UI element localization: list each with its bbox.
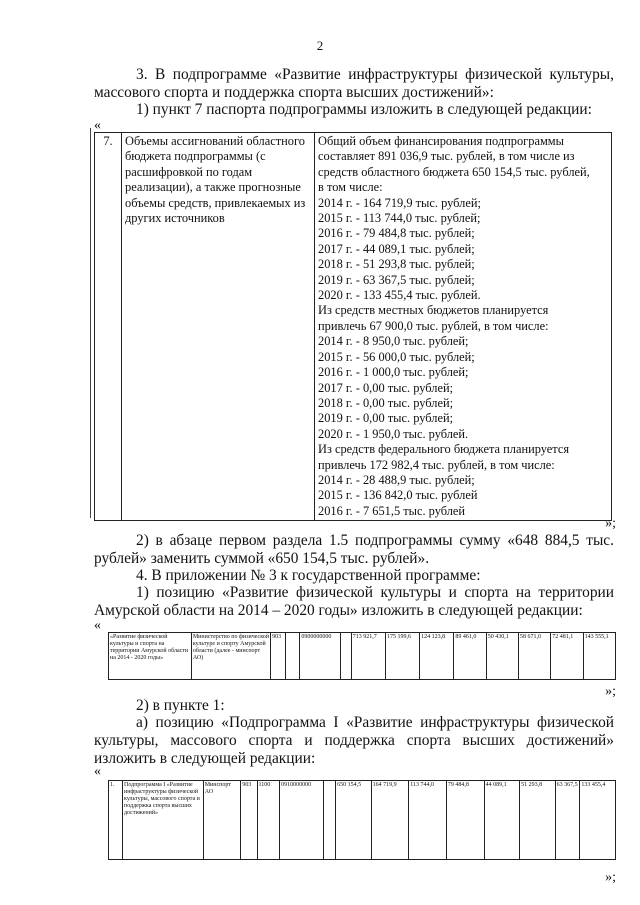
table-cell: 175 199,6 (385, 633, 419, 680)
program-position-table (108, 632, 616, 680)
item-label: Объемы ассигнований областного бюджета подпрограммы (с расшифровкой по годам реализации), а также прогнозные объемы средств, привлекаемых из других источников (122, 133, 315, 521)
table-cell: 0910000000 (280, 781, 324, 860)
table-cell: Министерство по физической культуре и спорту Амурской области (далее - минспорт АО) (191, 633, 270, 680)
paragraph-4-1: 1) позицию «Развитие физической культуры и спорта на территории Амурской области на 2014 – 2020 годы» изложить в следующей редакции: (94, 584, 614, 619)
table-cell: 903 (271, 633, 286, 680)
margin-rule (90, 128, 91, 518)
table-cell: 903 (241, 781, 257, 860)
funding-line: 2014 г. - 8 950,0 тыс. рублей; (318, 334, 469, 349)
funding-line: 2017 г. - 0,00 тыс. рублей; (318, 380, 454, 395)
funding-line: 2018 г. - 0,00 тыс. рублей; (318, 395, 454, 410)
open-quote-3: « (94, 764, 101, 779)
paragraph-4: 4. В приложении № 3 к государственной программе: (136, 567, 481, 584)
table-cell: 51 293,8 (520, 781, 556, 860)
funding-line: 2016 г. - 7 651,5 тыс. рублей (318, 503, 466, 518)
paragraph-3-1: 1) пункт 7 паспорта подпрограммы изложить в следующей редакции: (136, 101, 592, 118)
table-cell: 50 430,1 (486, 633, 518, 680)
close-quote-2: »; (605, 684, 616, 699)
table-cell: 113 744,0 (409, 781, 447, 860)
open-quote-1: « (94, 118, 101, 133)
paragraph-2-1-5: 2) в абзаце первом раздела 1.5 подпрограммы сумму «648 884,5 тыс. рублей» заменить суммой «650 154,5 тыс. рублей». (94, 532, 614, 567)
item-number: 7. (95, 133, 122, 521)
table-cell: Подпрограмма I «Развитие инфраструктуры физической культуры, массового спорта и поддержка спорта высших достижений» (122, 781, 203, 860)
page-number: 2 (316, 38, 324, 53)
open-quote-2: « (94, 618, 101, 633)
table-cell: 72 481,1 (551, 633, 583, 680)
table-cell: 124 123,8 (420, 633, 454, 680)
funding-line: 2019 г. - 0,00 тыс. рублей; (318, 411, 454, 426)
table-cell: 650 154,5 (336, 781, 372, 860)
funding-line: 2015 г. - 56 000,0 тыс. рублей; (318, 349, 475, 364)
table-cell (341, 633, 352, 680)
table-cell: 63 367,5 (555, 781, 580, 860)
passport-table (94, 132, 612, 521)
table-cell: 0900000000 (300, 633, 341, 680)
funding-line: 2018 г. - 51 293,8 тыс. рублей; (318, 257, 475, 272)
funding-line: 2019 г. - 63 367,5 тыс. рублей; (318, 272, 475, 287)
funding-line: 2014 г. - 164 719,9 тыс. рублей; (318, 195, 481, 210)
table-cell: 44 089,1 (484, 781, 520, 860)
funding-line: Из средств местных бюджетов планируется (318, 303, 549, 318)
funding-line: 2016 г. - 79 484,8 тыс. рублей; (318, 226, 475, 241)
funding-line: средств областного бюджета 650 154,5 тыс. рублей, (318, 164, 590, 179)
funding-details (315, 133, 612, 521)
table-cell: 1. (109, 781, 123, 860)
close-quote-1: »; (605, 516, 616, 531)
table-cell: 58 671,0 (518, 633, 550, 680)
funding-line: в том числе: (318, 180, 383, 195)
close-quote-3: »; (605, 870, 616, 885)
table-cell: 143 555,1 (583, 633, 615, 680)
table-cell: «Развитие физической культуры и спорта на территории Амурской области на 2014 - 2020 годы» (109, 633, 192, 680)
table-cell (285, 633, 299, 680)
table-row (109, 633, 616, 680)
funding-line: привлечь 172 982,4 тыс. рублей, в том числе: (318, 457, 555, 472)
subprogram-position-table (108, 780, 616, 860)
funding-line: 2016 г. - 1 000,0 тыс. рублей; (318, 365, 469, 380)
funding-lines (318, 134, 608, 519)
funding-line: 2020 г. - 133 455,4 тыс. рублей. (318, 288, 481, 303)
funding-line: 2020 г. - 1 950,0 тыс. рублей. (318, 426, 469, 441)
funding-line: Из средств федерального бюджета планируется (318, 442, 570, 457)
table-cell: 89 461,0 (454, 633, 486, 680)
table-cell: 133 455,4 (580, 781, 616, 860)
table-cell: Минспорт АО (203, 781, 241, 860)
funding-line: 2014 г. - 28 488,9 тыс. рублей; (318, 472, 475, 487)
funding-line: 2015 г. - 136 842,0 тыс. рублей (318, 488, 478, 503)
funding-line: Общий объем финансирования подпрограммы (318, 134, 564, 148)
funding-line: привлечь 67 900,0 тыс. рублей, в том числе: (318, 318, 549, 333)
funding-line: 2017 г. - 44 089,1 тыс. рублей; (318, 241, 475, 256)
funding-line: 2015 г. - 113 744,0 тыс. рублей; (318, 211, 481, 226)
table-cell (324, 781, 336, 860)
funding-line: составляет 891 036,9 тыс. рублей, в том числе из (318, 149, 575, 164)
table-cell: 79 484,8 (446, 781, 484, 860)
paragraph-4-2: 2) в пункте 1: (136, 697, 225, 714)
table-cell: 713 921,7 (351, 633, 385, 680)
paragraph-3: 3. В подпрограмме «Развитие инфраструктуры физической культуры, массового спорта и поддержка спорта высших достижений»: (94, 66, 614, 101)
table-cell: 1100 (257, 781, 280, 860)
paragraph-4-2-a: а) позицию «Подпрограмма I «Развитие инфраструктуры физической культуры, массового спорта и поддержка спорта высших достижений» изложить в следующей редакции: (94, 714, 614, 767)
table-row (109, 781, 616, 860)
table-cell: 164 719,9 (371, 781, 409, 860)
